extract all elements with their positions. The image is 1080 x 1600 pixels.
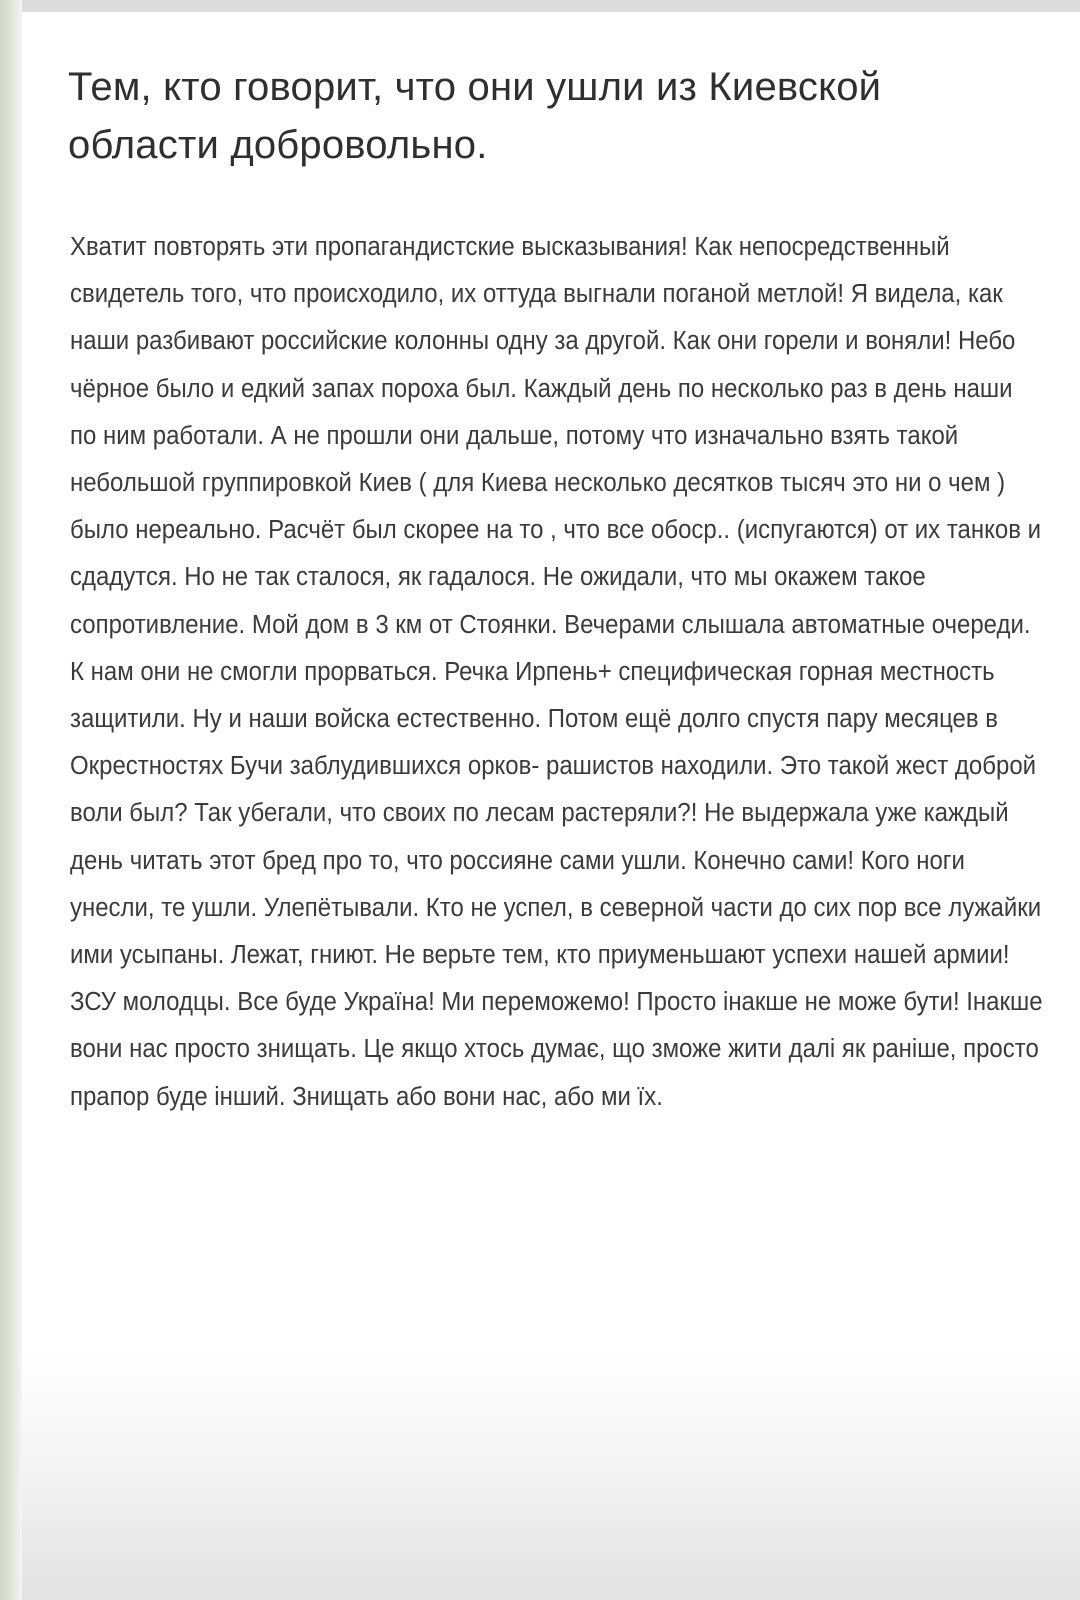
post-card	[22, 12, 1080, 1600]
post-title: Тем, кто говорит, что они ушли из Киевской области добровольно.	[68, 65, 882, 167]
top-edge-strip	[0, 0, 1080, 12]
left-edge-accent	[0, 0, 22, 1600]
post-body: Хватит повторять эти пропагандистские высказывания! Как непосредственный свидетель того, что происходило, их оттуда выгнали поганой метлой! Я видела, как наши разбивают российские колонны одну за другой. Как они горели и воняли! Небо чёрное было и едкий запах пороха был. Каждый день по несколько раз в день наши по ним работали. А не прошли они дальше, потому что изначально взять такой небольшой группировкой Киев ( для Киева несколько десятков тысяч это ни о чем ) было нереально. Расчёт был скорее на то , что все обоср.. (испугаются) от их танков и сдадутся. Но не так сталося, як гадалося. Не ожидали, что мы окажем такое сопротивление. Мой дом в 3 км от Стоянки. Вечерами слышала автоматные очереди. К нам они не смогли прорваться. Речка Ирпень+ специфическая горная местность защитили. Ну и наши войска естественно. Потом ещё долго спустя пару месяцев в Окрестностях Бучи заблудившихся орков- рашистов находили. Это такой жест доброй воли был? Так убегали, что своих по лесам растеряли?! Не выдержала уже каждый день читать этот бред про то, что россияне сами ушли. Конечно сами! Кого ноги унесли, те ушли. Улепётывали. Кто не успел, в северной части до сих пор все лужайки ими усыпаны. Лежат, гниют. Не верьте тем, кто приуменьшают успехи нашей армии! ЗСУ молодцы. Все буде Україна! Ми переможемо! Просто інакше не може бути! Інакше вони нас просто знищать. Це якщо хтось думає, що зможе жити далі як раніше, просто прапор буде інший. Знищать або вони нас, або ми їх.	[70, 233, 1043, 1111]
